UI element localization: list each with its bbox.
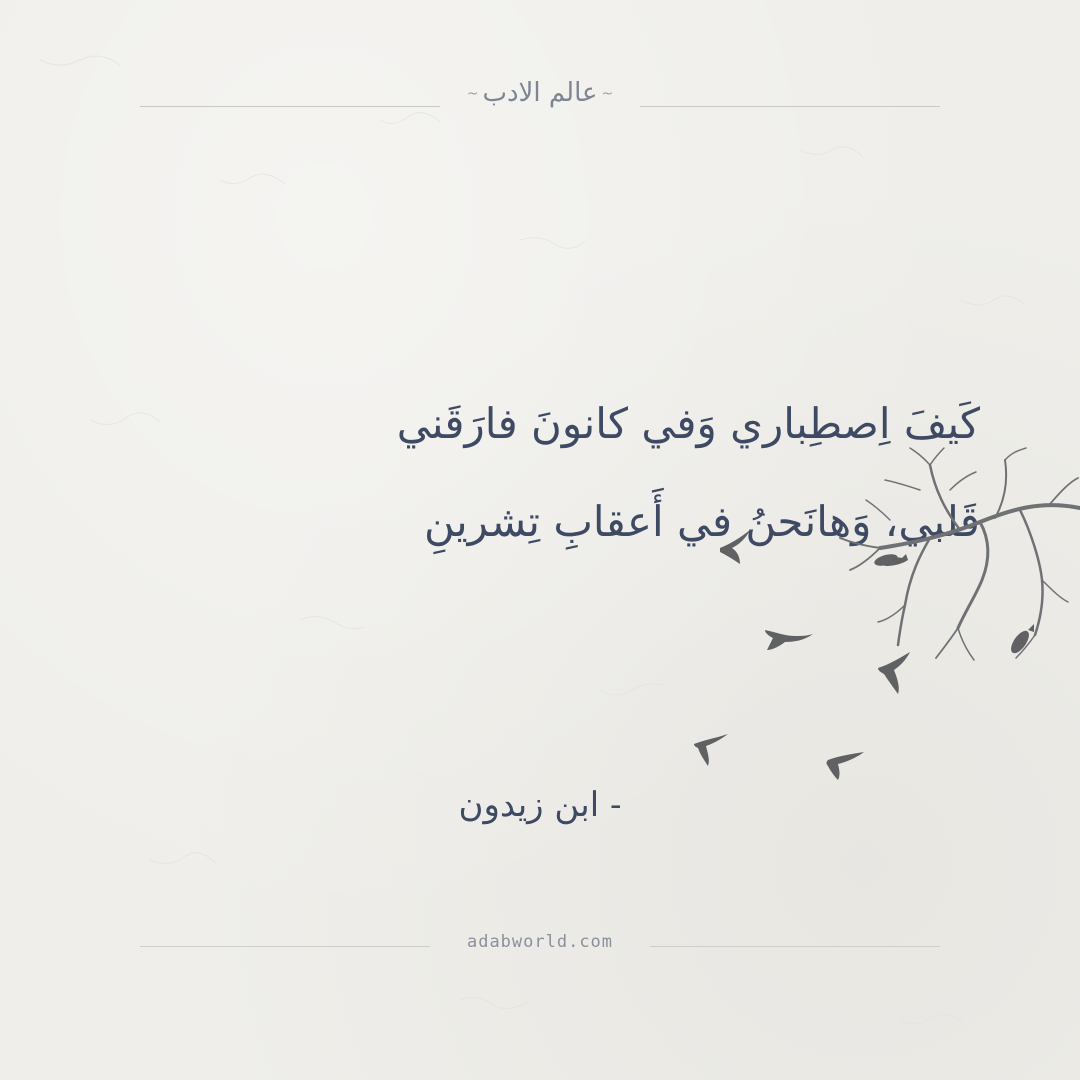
site-url: adabworld.com (466, 932, 614, 952)
flying-bird-icon (827, 752, 865, 780)
tree-branch-with-birds-icon (690, 430, 1080, 800)
footer (140, 932, 940, 962)
flying-bird-icon (765, 630, 813, 650)
flying-bird-icon (878, 652, 910, 694)
bird-icon (873, 552, 908, 568)
flying-bird-icon (720, 530, 750, 564)
branch-icon (840, 448, 1080, 660)
verse-2: قَلبي، وَهانَحنُ في أَعقابِ تِشرينِ (423, 497, 980, 546)
bird-icon (1008, 624, 1034, 656)
footer-divider-right (650, 946, 940, 947)
brand-title (440, 78, 640, 108)
ornament-icon: ~ (466, 85, 479, 102)
verse-1: كَيفَ اِصطِباري وَفي كانونَ فارَقَني (396, 399, 980, 448)
header-divider-left (140, 106, 440, 107)
header-divider-right (640, 106, 940, 107)
footer-divider-left (140, 946, 430, 947)
author-name: - ابن زيدون (458, 785, 622, 825)
brand-text: عالم الادب (482, 78, 598, 108)
ornament-icon: ~ (601, 85, 614, 102)
header (140, 78, 940, 128)
flying-bird-icon (694, 734, 728, 766)
